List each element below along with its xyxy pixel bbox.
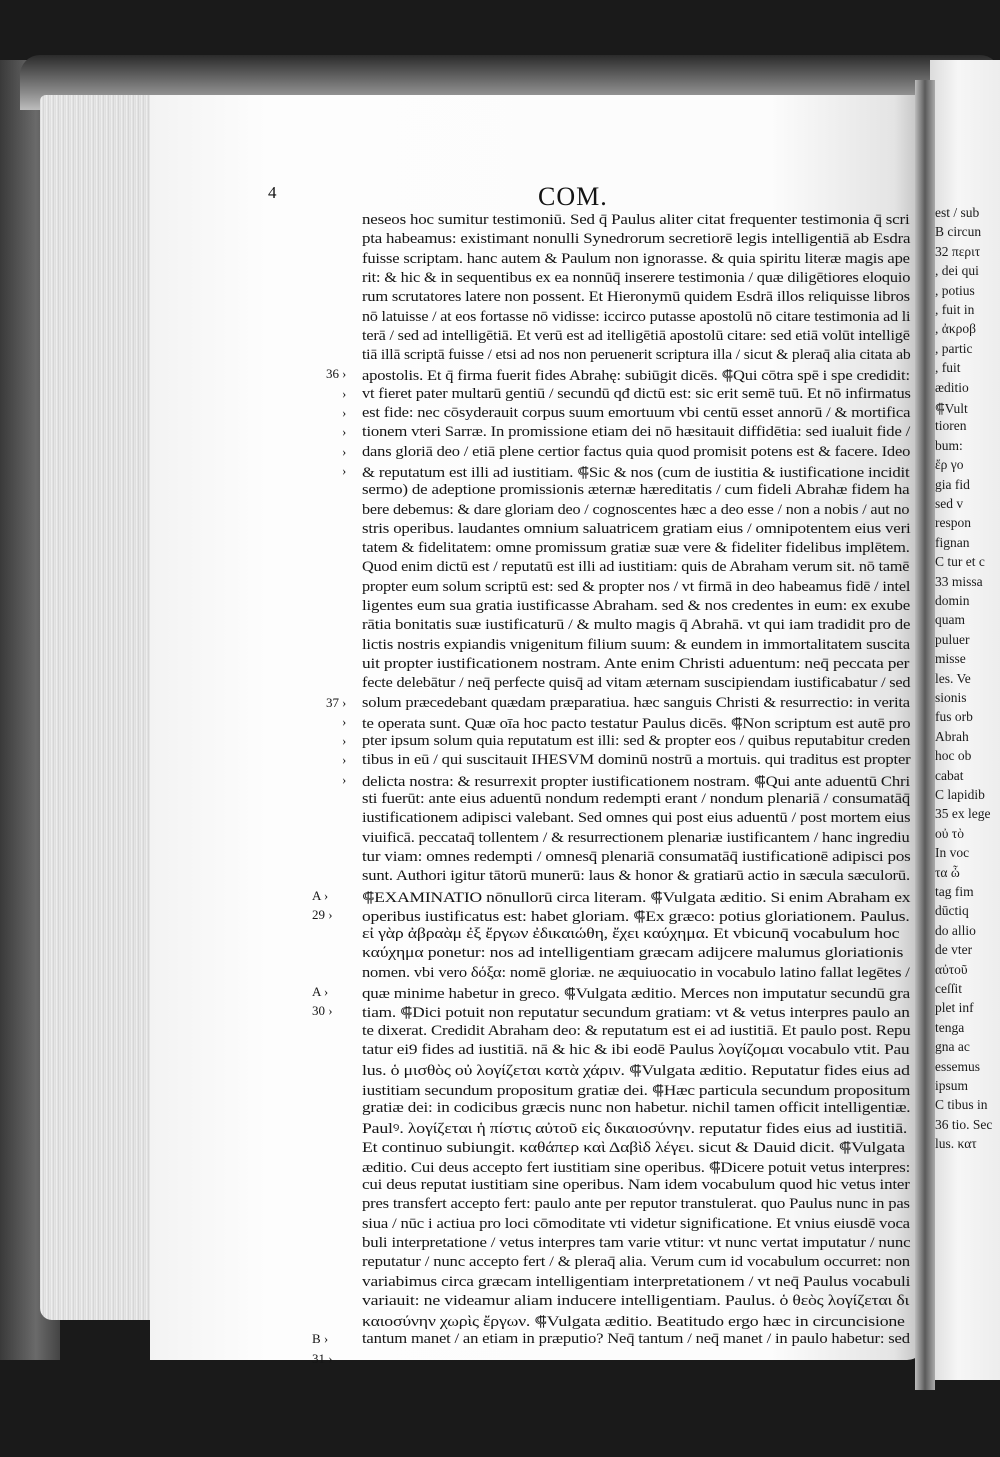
right-page-line: do allio [935, 922, 976, 938]
right-page-line: de vter [935, 942, 973, 958]
right-page-line: 36 tio. Sec [935, 1116, 993, 1132]
text-line: te dixerat. Credidit Abraham deo: & reputatum est ei ad iustitiā. Et paulo post. Repu [362, 1022, 911, 1039]
text-line: Et continuo subiungit. καθάπερ καὶ Δαβὶδ λέγει. sicut & Dauid dicit. ⸿Vulgata [362, 1140, 905, 1157]
text-line: est fide: nec cōsyderauit corpus suum emortuum vbi centū esset annorū / & mortifica [362, 405, 911, 421]
folio-number: 4 [268, 183, 277, 202]
text-line: rātia bonitatis suæ iustificaturū / & multo magis q̄ Abrahā. vt qui iam tradidit pro de [362, 617, 911, 634]
right-page-line: 33 missa [935, 573, 983, 589]
page-stack-fore-edge [40, 95, 158, 1320]
text-line: tur viam: omnes redempti / omnesq̄ plenariā consumatāq̄ iustificationē adipisci pos [362, 848, 911, 865]
text-line: tiam. ⸿Dici potuit non reputatur secundum gratiam: vt & vetus interpres paulo an [362, 1005, 910, 1022]
right-page-line: dūctiq [935, 903, 969, 919]
text-line: iustificationem adipisci valebant. Sed omnes qui post eius aduentū / post mortem eius [362, 810, 911, 827]
right-page-line: est / sub [935, 205, 980, 220]
text-line: pter ipsum solum quia reputatum est illi: sed & propter eos / quibus reputabitur creden [362, 733, 911, 750]
text-line: nō latuisse / at eos fortasse nō vidisse: iccirco putasse apostolū nō citare testimonia ad li [362, 308, 911, 325]
book-gutter [915, 80, 935, 1390]
text-line: quæ minime habetur in greco. ⸿Vulgata æditio. Merces non imputatur secundū gra [362, 986, 910, 1002]
right-page-line: αὐτοῦ [935, 961, 968, 977]
text-line: καύχημα ponetur: nos ad intelligentiam græcam adijcere malumus gloriationis [362, 945, 904, 962]
text-line: sti fuerūt: ante eius aduentū nondum redempti erant / nondum plenariā / consumatāq̄ [362, 791, 911, 807]
text-line: viuificā. peccataq̄ tollentem / & resurrectionem plenariæ iustificantem / hanc ingrediu [362, 829, 910, 846]
right-page-line: In voc [935, 845, 970, 861]
right-page-line: οὐ τὸ [935, 825, 964, 841]
text-line: εἰ γὰρ ἀβραὰμ ἐξ ἔργων ἐδικαιώθη, ἔχει καύχημα. Et vbicunq̄ vocabulum hoc [362, 926, 900, 943]
text-line: iustitiam secundum propositum gratiæ dei. ⸿Hæc particula secundum propositum [362, 1082, 911, 1099]
margin-note: A › [312, 887, 329, 903]
margin-note: › [342, 713, 347, 729]
margin-note: › [342, 771, 347, 787]
right-page-line: ipsum [935, 1078, 969, 1093]
text-line: dans gloriā deo / etiā plene certior factus quia quod promisit potens est & facere. Ideo [362, 443, 911, 460]
margin-note: › [342, 733, 347, 749]
margin-note: › [342, 405, 347, 420]
text-line: variauit: ne videamur aliam inducere intelligentiam. Paulus. ὁ θεὸς λογίζεται δι [362, 1292, 910, 1309]
text-line: lictis nostris expiandis vnigenitum filium suum: & eundem in immortalitatem suscita [362, 636, 910, 653]
text-line: tiā illā scriptā fuisse / etsi ad nos non peruenerit scriptura illa / sicut & pleraq̄ alia citata ab [362, 347, 911, 364]
text-line: tibus in eū / qui suscitauit IHESVM dominū nostrū a mortuis. qui traditus est propter [362, 752, 911, 769]
right-page-line: B circun [935, 224, 982, 240]
text-line: solum præcedebant quædam præparatiua. hæc sanguis Christi & resurrectio: in verita [362, 694, 910, 711]
margin-note: 36 [326, 366, 339, 382]
right-page-line: gna ac [935, 1039, 970, 1055]
right-page-line: sionis [935, 690, 967, 705]
text-line: Paulꝰ. λογίζεται ἡ πίστις αὐτοῦ εἰς δικαιοσύνην. reputatur fides eius ad iustitiā. [362, 1121, 908, 1138]
margin-note: › [342, 462, 347, 478]
text-line: uit propter iustificationem nostram. Ante enim Christi aduentum: neq̄ peccata per [362, 655, 910, 672]
margin-note: 37 [326, 694, 339, 710]
text-line: tatem & fidelitatem: omne promissum gratiæ suæ vere & fideliter fidelibus implētem. [362, 540, 910, 557]
margin-note: 31 › [312, 1350, 333, 1366]
right-page-line: tenga [935, 1019, 965, 1035]
text-line: bere debemus: & dare gloriam deo / cognoscentes hæc a deo esse / non a nobis / aut no [362, 501, 910, 518]
margin-note: A › [312, 984, 329, 999]
right-page-line: , ἀκροβ [935, 321, 976, 337]
text-line: apostolis. Et q̄ firma fuerit fides Abrahę: subiūgit dicēs. ⸿Qui cōtra spē i spe credidit: [362, 368, 910, 385]
right-page-line: puluer [935, 631, 970, 647]
text-line: operibus iustificatus est: habet gloriam. ⸿Ex græco: potius gloriationem. Paulus. [362, 908, 910, 925]
right-page-line: C tur et c [935, 554, 985, 570]
right-page-line: plet inf [935, 1000, 974, 1016]
right-page-line: , partic [935, 340, 973, 356]
right-page-line: cabat [935, 767, 964, 783]
text-line: ⸿EXAMINATIO nōnullorū circa literam. ⸿Vulgata æditio. Si enim Abraham ex [362, 889, 911, 906]
right-page-line: quam [935, 612, 965, 628]
right-page-line: ἔρ γο [935, 457, 964, 473]
right-page-line: domin [935, 593, 970, 608]
right-page-line: sed v [935, 496, 964, 511]
right-page-line: lus. κατ [935, 1136, 977, 1152]
text-line: nomen. vbi vero δόξα: nomē gloriæ. ne æquiuocatio in vocabulo latino fallat legētes / [362, 964, 910, 981]
right-page-line: æditio [935, 379, 969, 395]
text-line: stris operibus. laudantes omnium saluatricem gratiam eius / omnipotentem eius veri [362, 520, 911, 537]
margin-note: B › [312, 1331, 329, 1347]
right-page-line: les. Ve [935, 670, 971, 686]
text-line: cui deus reputat iustitiam sine operibus. Nam idem vocabulum quod hic vetus inter [362, 1177, 910, 1193]
margin-note: › [342, 424, 347, 440]
margin-note: › [342, 694, 347, 710]
text-line: tionem vteri Sarræ. In promissione etiam dei nō hæsitauit diffidētia: sed iualuit fide / [362, 424, 911, 441]
right-page-line: , fuit in [935, 302, 975, 317]
text-line: vt fieret pater multarū gentiū / secundū qđ dictū est: sic erit semē tuū. Et nō infirmatus [362, 385, 911, 402]
margin-note: › [342, 752, 347, 768]
running-head: COM. [538, 182, 608, 211]
text-line: pta habeamus: existimant nonulli Synedrorum secretiorē legis intelligentiā ab Esdra [362, 231, 911, 248]
text-line: buli interpretatione / vetus interpres tam varie vtitur: vt nunc vertat imputatur / nunc [362, 1234, 911, 1251]
right-page-line: fus orb [935, 709, 973, 725]
text-line: tatur ei9 fides ad iustitiā. nā & hic & ibi eodē Paulus λογίζομαι vocabulo vtit. Pau [362, 1041, 910, 1058]
right-page-line: tioren [935, 418, 967, 434]
text-line: rum scrutatores latere non possent. Et Hieronymū quidem Esdrā illos reliquisse libros [362, 289, 910, 306]
right-page-line: , dei qui [935, 263, 979, 279]
text-line: & reputatum est illi ad iustitiam. ⸿Sic & nos (cum de iustitia & iustificatione incidit [362, 464, 910, 481]
right-page-line: ⸿Vult [935, 401, 968, 416]
right-page-line: gia fid [935, 476, 970, 492]
text-line: siua / nūc i actiua pro loci cōmoditate vti videtur significatione. Et vnius eiusdē voca [362, 1215, 910, 1232]
right-page-line: 35 ex lege [935, 806, 991, 822]
margin-note: 30 › [312, 1003, 333, 1019]
right-page-line: τα ὦ [935, 864, 960, 880]
text-line: te operata sunt. Quæ oīa hoc pacto testatur Paulus dicēs. ⸿Non scriptum est autē pro [362, 715, 911, 732]
text-line: fuisse scriptam. hanc autem & Paulum non ignorasse. & quia spiritu literæ magis ape [362, 250, 910, 267]
text-line: neseos hoc sumitur testimoniū. Sed q̄ Paulus aliter citat frequenter testimonia q̄ scri [362, 212, 910, 228]
text-line: reputatur / nunc accepto fert / & pleraq̄ alia. Verum cum id vocabulum occurret: non [362, 1254, 910, 1271]
right-page-line: essemus [935, 1058, 980, 1074]
right-page-line: bum: [935, 437, 963, 453]
text-line: sermo) de adeptione promissionis æternæ hæreditatis / cum fideli Abrahæ fidem ha [362, 482, 910, 499]
right-page-line: , fuit [935, 360, 961, 376]
right-page-line: , potius [935, 282, 975, 298]
right-page-line: hoc ob [935, 748, 972, 764]
text-line: ligentes eum sua gratia iustificasse Abraham. sed & nos credentes in eum: ex exube [362, 598, 911, 614]
text-line: sunt. Authori igitur tātorū munerū: laus & honor & gratiarū actio in sæcula sæculorū. [362, 868, 910, 885]
text-line: tantum manet / an etiam in præputio? Neq̄ tantum / neq̄ manet / in paulo habetur: sed [362, 1331, 910, 1348]
right-page-line: misse [935, 651, 966, 667]
text-line: variabimus circa græcam intelligentiam interpretationem / vt neq̄ Paulus vocabuli [362, 1273, 911, 1290]
text-line: æditio. Cui deus accepto fert iustitiam sine operibus. ⸿Dicere potuit vetus interpres: [362, 1159, 911, 1176]
right-page-line: fignan [935, 534, 970, 550]
right-page-line: C lapidib [935, 787, 985, 802]
margin-note: › [342, 443, 347, 459]
text-line: καιοσύνην χωρὶς ἔργων. ⸿Vulgata æditio. Beatitudo ergo hæc in circuncisione [362, 1314, 905, 1331]
text-line: propter eum solum scriptū est: sed & propter nos / vt firmā in deo habeamus fidē / intel [362, 578, 911, 595]
text-line: rit: & hic & in sequentibus ex ea nonnūq̄ inserere testimonia / quæ diligētiores eloquio [362, 269, 911, 286]
right-page-line: C tibus in [935, 1097, 988, 1113]
text-line: delicta nostra: & resurrexit propter iustificationem nostram. ⸿Qui ante aduentū Chri [362, 773, 910, 790]
text-line: lus. ὁ μισθὸς οὐ λογίζεται κατὰ χάριν. ⸿Vulgata æditio. Reputatur fides eius ad [362, 1063, 910, 1080]
right-page-line: 32 περιτ [935, 243, 981, 259]
right-page-line: Abrah [935, 728, 969, 744]
text-line: Quod enim dictū est / reputatū est illi ad iustitiam: quis de Abraham verum sit. nō tamē [362, 559, 910, 576]
right-page-line: tag fim [935, 884, 974, 899]
margin-note: › [342, 366, 347, 382]
margin-note: › [342, 385, 347, 401]
margin-note: 29 › [312, 906, 333, 922]
right-page-line: respon [935, 515, 971, 531]
text-line: gratiæ dei: in codicibus græcis nunc non habetur. nichil tamen officit intelligentiæ. [362, 1099, 911, 1116]
text-line: fecte delebātur / neq̄ perfecte quisq̄ ad vitam æternam suscipiendam iustificabatur / sed [362, 675, 911, 692]
right-page-line: ceſſit [935, 981, 962, 996]
text-line: terā / sed ad intelligētiā. Et verū est ad itelligētiā apostolū citare: sed etiā volūt intelligē [362, 327, 910, 344]
text-line: pres transfert accepto fert: paulo ante per reputor transtulerat. quo Paulus nunc in pas [362, 1196, 910, 1213]
